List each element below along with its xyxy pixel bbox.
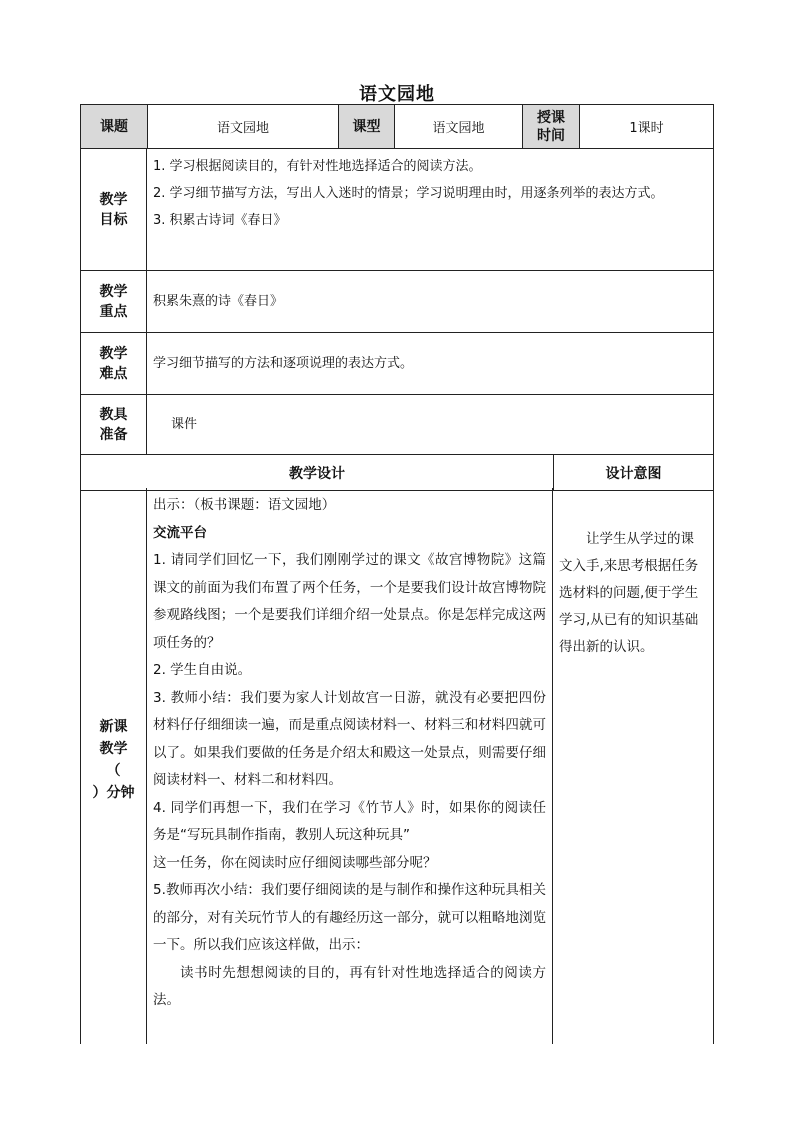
key-points-label: [81, 271, 147, 333]
design-content: [147, 490, 552, 1017]
type-value: 语文园地: [395, 105, 523, 149]
key-points-label-line1: 教学: [99, 283, 128, 300]
difficulties-label: [81, 333, 147, 395]
design-line: 5.教师再次小结：我们要仔细阅读的是与制作和操作这种玩具相关的部分，对有关玩竹节人的有趣经历这一部分，就可以粗略地浏览一下。所以我们应该这样做，出示：: [153, 882, 546, 953]
time-label-line2: 时间: [537, 127, 565, 144]
design-line: 出示：（板书课题：语文园地）: [153, 497, 336, 513]
goal-item: 2. 学习细节描写方法，写出人入迷时的情景；学习说明理由时，用逐条列举的表达方式。: [153, 186, 664, 201]
header-row: [80, 104, 714, 149]
topic-label: 课题: [81, 105, 148, 149]
difficulties-label-line2: 难点: [99, 365, 128, 382]
tools-text: 课件: [147, 395, 714, 455]
goals-content: [147, 149, 714, 271]
goals-label-line2: 目标: [99, 211, 128, 228]
design-line: 2. 学生自由说。: [153, 662, 252, 678]
section-label-line1: 新课: [99, 719, 128, 735]
lesson-plan-table: [80, 104, 714, 491]
design-line: 4. 同学们再想一下，我们在学习《竹节人》时，如果你的阅读任务是“写玩具制作指南，教别人玩这种玩具”: [153, 799, 546, 843]
intent-col-header: 设计意图: [554, 455, 714, 491]
design-line: 这一任务，你在阅读时应仔细阅读哪些部分呢？: [153, 854, 437, 871]
section-label: [81, 716, 146, 804]
tools-label-line2: 准备: [99, 426, 128, 443]
goals-row: [80, 149, 714, 271]
goals-label: [81, 149, 147, 271]
design-col-header: 教学设计: [81, 455, 554, 491]
tools-label: [81, 395, 147, 455]
design-line: 读书时先想想阅读的目的，再有针对性地选择适合的阅读方法。: [153, 964, 546, 1008]
goal-item: 1. 学习根据阅读目的，有针对性地选择适合的阅读方法。: [153, 159, 482, 174]
key-points-text: 积累朱熹的诗《春日》: [147, 271, 714, 333]
time-value: 1课时: [580, 105, 714, 149]
difficulties-row: [80, 333, 714, 395]
section-label-line4: ）分钟: [92, 785, 135, 801]
design-header-row: [80, 455, 714, 491]
key-points-row: [80, 271, 714, 333]
goals-label-line1: 教学: [99, 191, 128, 208]
time-label-line1: 授课: [537, 109, 565, 126]
time-label: [523, 105, 580, 149]
page-title: 语文园地: [359, 84, 435, 105]
section-label-line2: 教学: [99, 741, 128, 757]
topic-value: 语文园地: [148, 105, 339, 149]
tools-label-line1: 教具: [99, 406, 128, 423]
design-line: 3. 教师小结：我们要为家人计划故宫一日游，就没有必要把四份材料仔仔细细读一遍，而是重点阅读材料一、材料三和材料四就可以了。如果我们要做的任务是介绍太和殿这一处景点，则需要仔细阅读材料一、材料二和材料四。: [153, 689, 546, 788]
design-intent: 让学生从学过的课文入手,来思考根据任务选材料的问题,便于学生学习,从已有的知识基础得出新的认识。: [559, 531, 699, 655]
design-line: 1. 请同学们回忆一下，我们刚刚学过的课文《故宫博物院》这篇课文的前面为我们布置了两个任务，一个是要我们设计故宫博物院参观路线图；一个是要我们详细介绍一处景点。你是怎样完成这两项任务的？: [153, 552, 546, 651]
goal-item: 3. 积累古诗词《春日》: [153, 213, 287, 228]
section-label-line3: （: [106, 763, 121, 779]
key-points-label-line2: 重点: [99, 303, 128, 320]
difficulties-label-line1: 教学: [99, 345, 128, 362]
design-subheading: 交流平台: [153, 524, 207, 541]
tools-row: [80, 395, 714, 455]
type-label: 课型: [339, 105, 395, 149]
design-body: [80, 488, 714, 1048]
difficulties-text: 学习细节描写的方法和逐项说理的表达方式。: [147, 333, 714, 395]
